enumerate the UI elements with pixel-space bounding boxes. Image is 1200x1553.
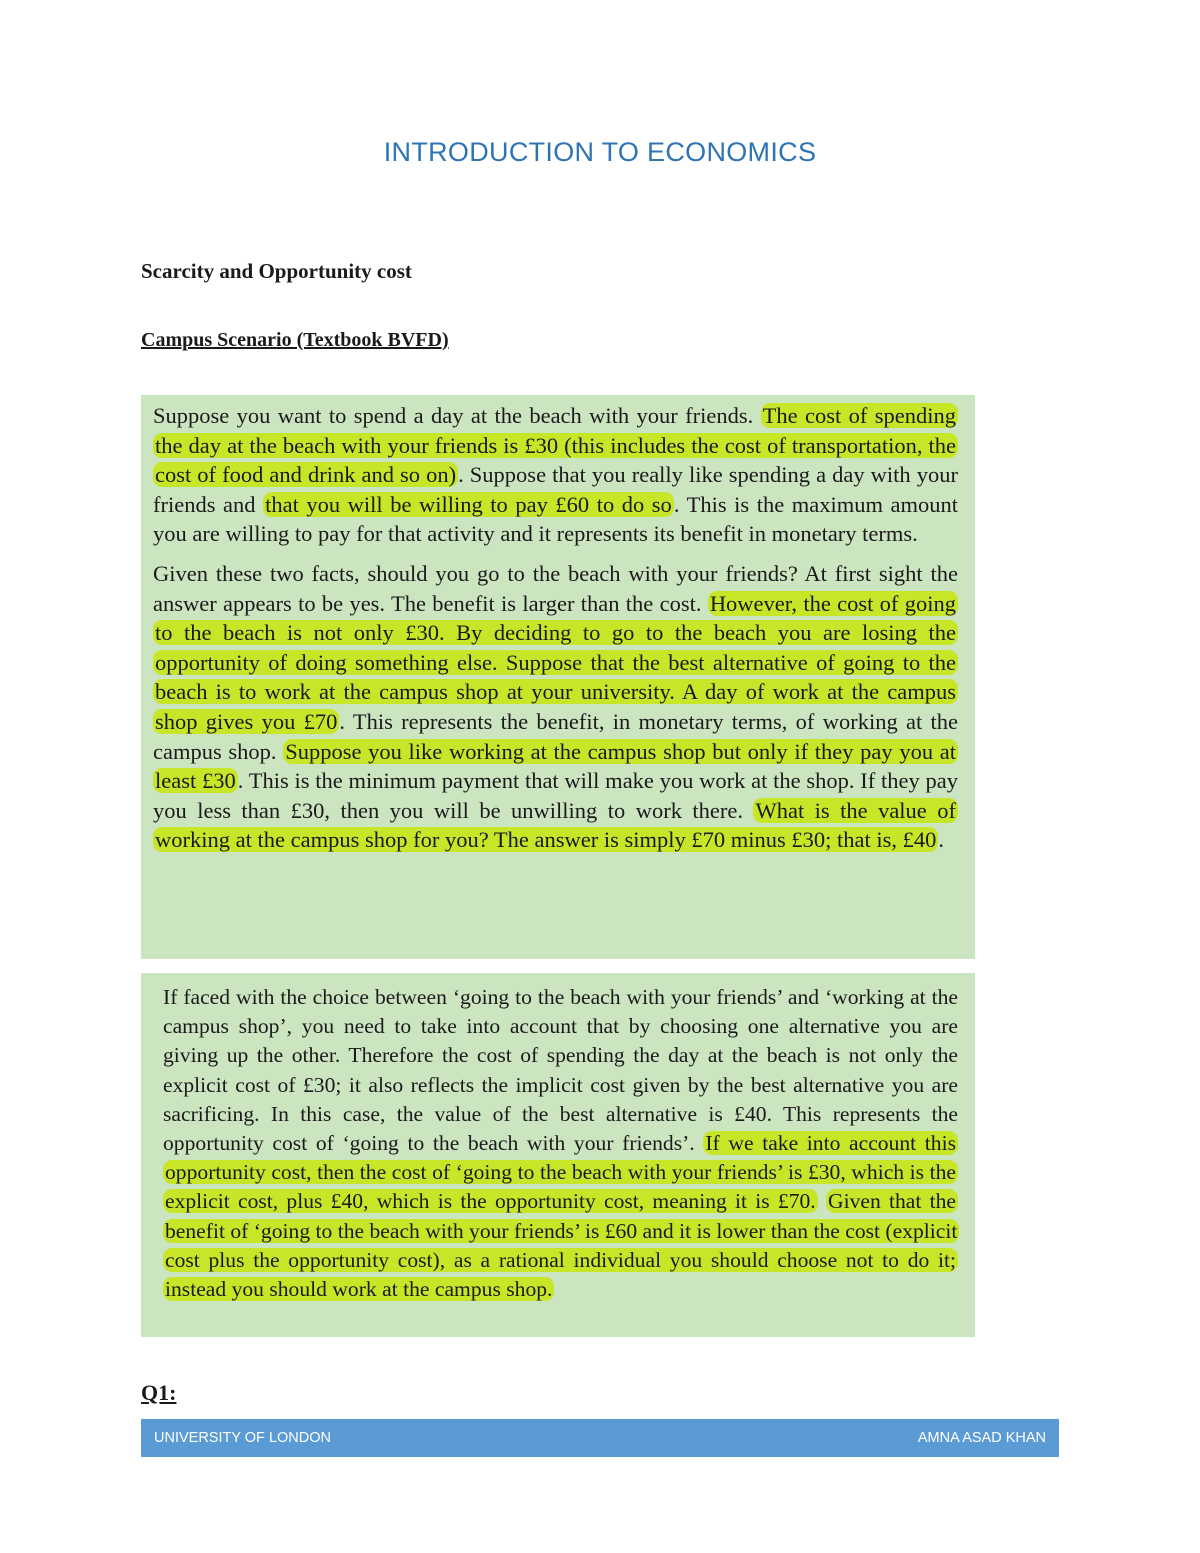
text-segment: . — [938, 827, 944, 853]
page-title: INTRODUCTION TO ECONOMICS — [383, 137, 817, 167]
opportunity-cost-text-box — [141, 973, 975, 1337]
footer-author: AMNA ASAD KHAN — [917, 1430, 1046, 1446]
text-segment: If faced with the choice between ‘going to the beach with your friends’ and ‘working at the campus shop’, you need to take into account that by choosing one alternative you are giving up the other. Therefore the cost of spending the day at the beach is not only the explicit cost of £30; it also reflects the implicit cost given by the best alternative you are sacrificing. In this case, the value of the best alternative is £40. This represents the opportunity cost of ‘going to the beach with your friends’. — [163, 985, 958, 1156]
text-segment: . This is the maximum amount you are willing to pay for that activity and it represents its benefit in monetary terms. — [153, 491, 959, 547]
scenario-paragraph — [153, 559, 958, 855]
text-segment: Given these two facts, should you go to the beach with your friends? At first sight the answer appears to be yes. The benefit is larger than the cost. — [153, 560, 958, 616]
highlighted-text: If we take into account this opportunity cost, then the cost of ‘going to the beach with your friends’ is £30, which is the explicit cost, plus £40, which is the opportunity cost, meaning it is £70. — [165, 1131, 957, 1214]
subsection-heading: Campus Scenario (Textbook BVFD) — [141, 329, 449, 351]
highlighted-text: Given that the benefit of ‘going to the beach with your friends’ is £60 and it is lower than the cost (explicit cost plus the opportunity cost), as a rational individual you should choose not to do it; instead you should work at the campus shop. — [165, 1189, 958, 1302]
text-segment: . Suppose that you really like spending a day with your friends and — [153, 462, 958, 517]
text-segment: . This represents the benefit, in monetary terms, of working at the campus shop. — [153, 708, 958, 764]
highlighted-text: What is the value of working at the campus shop for you? The answer is simply £70 minus £30; that is, £40 — [155, 797, 956, 853]
highlighted-text: that you will be willing to pay £60 to do so — [265, 491, 672, 517]
footer-institution: UNIVERSITY OF LONDON — [154, 1430, 331, 1446]
page-footer — [141, 1419, 1059, 1457]
highlighted-text: The cost of spending the day at the beach with your friends is £30 (this includes the cost of transportation, the cost of food and drink and so on) — [155, 403, 956, 488]
scenario-paragraph — [153, 401, 958, 549]
opportunity-cost-paragraph — [163, 983, 958, 1304]
text-segment — [818, 1189, 826, 1213]
highlighted-text: Suppose you like working at the campus shop but only if they pay you at least £30 — [155, 738, 956, 794]
section-heading: Scarcity and Opportunity cost — [141, 259, 412, 283]
text-segment: Suppose you want to spend a day at the beach with your friends. — [153, 403, 761, 428]
scenario-text-box — [141, 395, 975, 959]
question-label: Q1: — [141, 1380, 177, 1405]
highlighted-text: However, the cost of going to the beach is not only £30. By deciding to go to the beach you are losing the opportunity of doing something else. Suppose that the best alternative of going to the beach is to work at the campus shop at your university. A day of work at the campus shop gives you £70 — [155, 590, 956, 734]
text-segment: . This is the minimum payment that will make you work at the shop. If they pay you less than £30, then you will be unwilling to work there. — [153, 768, 958, 823]
